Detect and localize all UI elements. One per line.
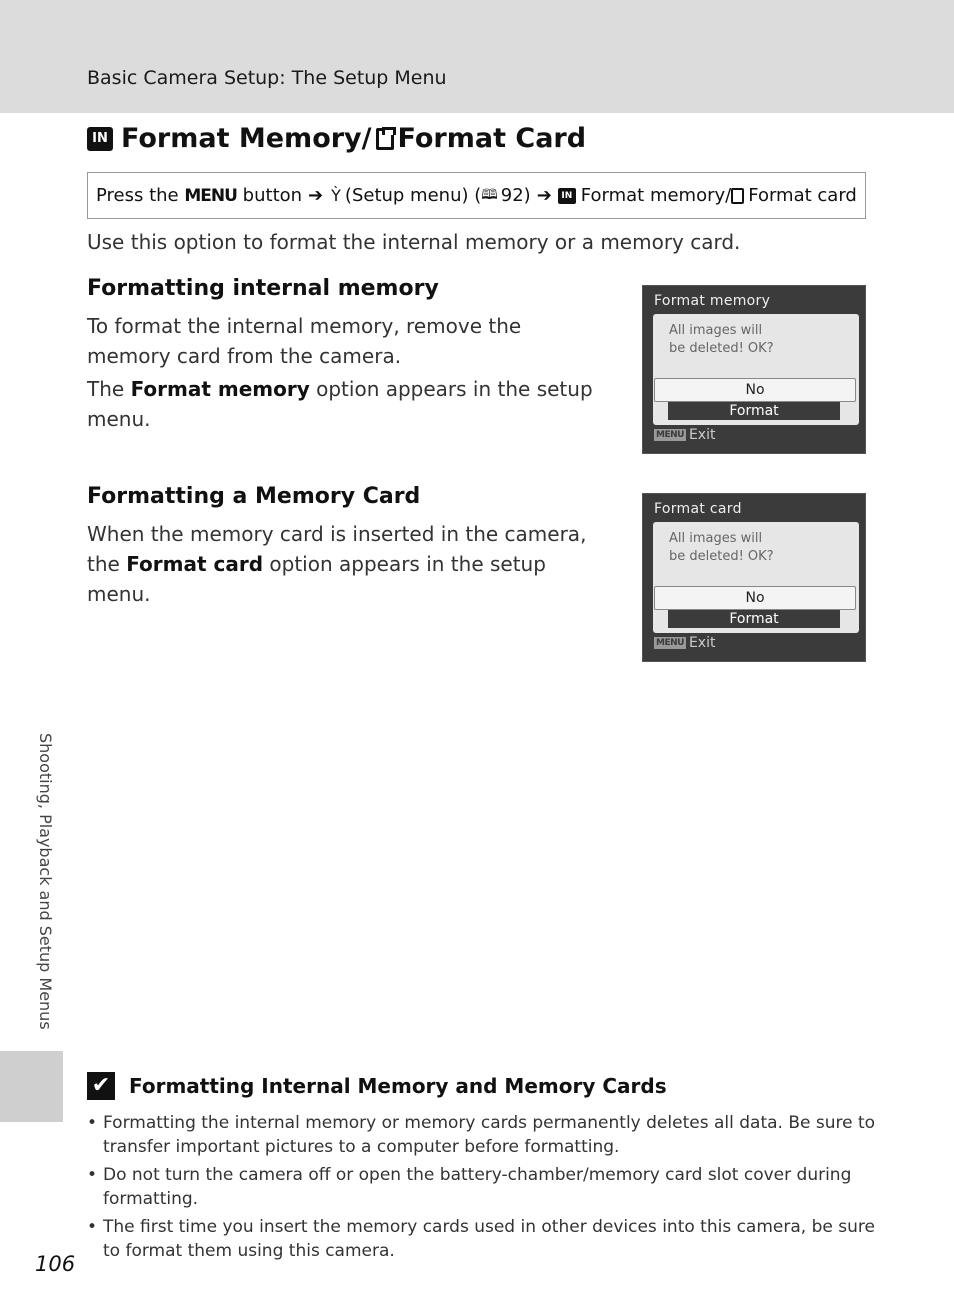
camera-screen-format-memory xyxy=(642,285,866,454)
nav-setup: (Setup menu) ( xyxy=(344,185,482,206)
title-format-memory: Format Memory/ xyxy=(121,123,372,154)
title-format-card: Format Card xyxy=(397,123,587,154)
check-icon: ✔ xyxy=(87,1072,115,1100)
format-option[interactable]: Format xyxy=(668,610,840,628)
format-option[interactable]: Format xyxy=(668,402,840,420)
dialog-message xyxy=(669,322,774,358)
note-heading xyxy=(87,1072,667,1100)
para-bold: Format card xyxy=(126,552,264,576)
intro-text: Use this option to format the internal memory or a memory card. xyxy=(87,230,741,254)
note-title: Formatting Internal Memory and Memory Cards xyxy=(129,1074,667,1098)
exit-label: Exit xyxy=(688,635,716,651)
confirm-dialog xyxy=(653,522,859,633)
internal-memory-icon: IN xyxy=(558,188,576,204)
no-option[interactable]: No xyxy=(654,378,856,402)
screen-footer xyxy=(654,635,715,651)
arrow-icon: ➔ xyxy=(536,185,552,206)
para-text: The xyxy=(87,377,125,401)
list-item: • The first time you insert the memory cards used in other devices into this camera, be sure to format them using this camera. xyxy=(87,1215,877,1263)
running-header: Basic Camera Setup: The Setup Menu xyxy=(87,67,447,89)
para-text: option appears in the setup menu. xyxy=(87,552,546,606)
nav-press: Press the xyxy=(96,185,179,206)
wrench-icon: Ỳ xyxy=(331,186,341,205)
menu-icon: MENU xyxy=(656,430,684,440)
side-tab-marker xyxy=(0,1051,63,1122)
message-line: All images will xyxy=(669,531,763,546)
side-section-label: Shooting, Playback and Setup Menus xyxy=(36,733,55,1030)
menu-icon: MENU xyxy=(656,638,684,648)
no-option[interactable]: No xyxy=(654,586,856,610)
arrow-icon: ➔ xyxy=(308,185,324,206)
note-bullets xyxy=(87,1111,877,1267)
section-heading-card: Formatting a Memory Card xyxy=(87,484,421,509)
message-line: be deleted! OK? xyxy=(669,549,774,564)
page-title xyxy=(87,123,586,154)
nav-button: button xyxy=(242,185,303,206)
screen-title: Format card xyxy=(654,501,742,517)
header-band xyxy=(0,0,954,113)
list-item: • Formatting the internal memory or memory cards permanently deletes all data. Be sure to transfer important pictures to a computer before formatting. xyxy=(87,1111,877,1159)
list-item: • Do not turn the camera off or open the battery-chamber/memory card slot cover during formatting. xyxy=(87,1163,877,1211)
para-text: option appears in the setup menu. xyxy=(87,377,593,431)
screen-footer xyxy=(654,427,715,443)
dialog-message xyxy=(669,530,774,566)
section-card-para xyxy=(87,519,607,609)
section-heading-internal: Formatting internal memory xyxy=(87,276,439,301)
screen-title: Format memory xyxy=(654,293,771,309)
camera-screen-format-card xyxy=(642,493,866,662)
nav-format-memory: Format memory/ xyxy=(580,185,732,206)
memory-card-icon xyxy=(731,188,744,204)
navigation-path-box xyxy=(87,172,866,219)
page-number: 106 xyxy=(35,1252,76,1276)
exit-label: Exit xyxy=(688,427,716,443)
memory-card-icon xyxy=(376,128,394,150)
menu-button-icon: MENU xyxy=(184,185,237,206)
nav-page-ref: 92) xyxy=(500,185,531,206)
book-icon: 🕮 xyxy=(481,186,498,203)
para-text: When the memory card is inserted in the camera, the xyxy=(87,522,587,576)
confirm-dialog xyxy=(653,314,859,425)
message-line: be deleted! OK? xyxy=(669,341,774,356)
internal-memory-icon: IN xyxy=(87,127,113,151)
para-bold: Format memory xyxy=(130,377,310,401)
message-line: All images will xyxy=(669,323,763,338)
nav-format-card: Format card xyxy=(748,185,857,206)
section-internal-para2 xyxy=(87,374,607,434)
section-internal-para1: To format the internal memory, remove the memory card from the camera. xyxy=(87,314,522,368)
